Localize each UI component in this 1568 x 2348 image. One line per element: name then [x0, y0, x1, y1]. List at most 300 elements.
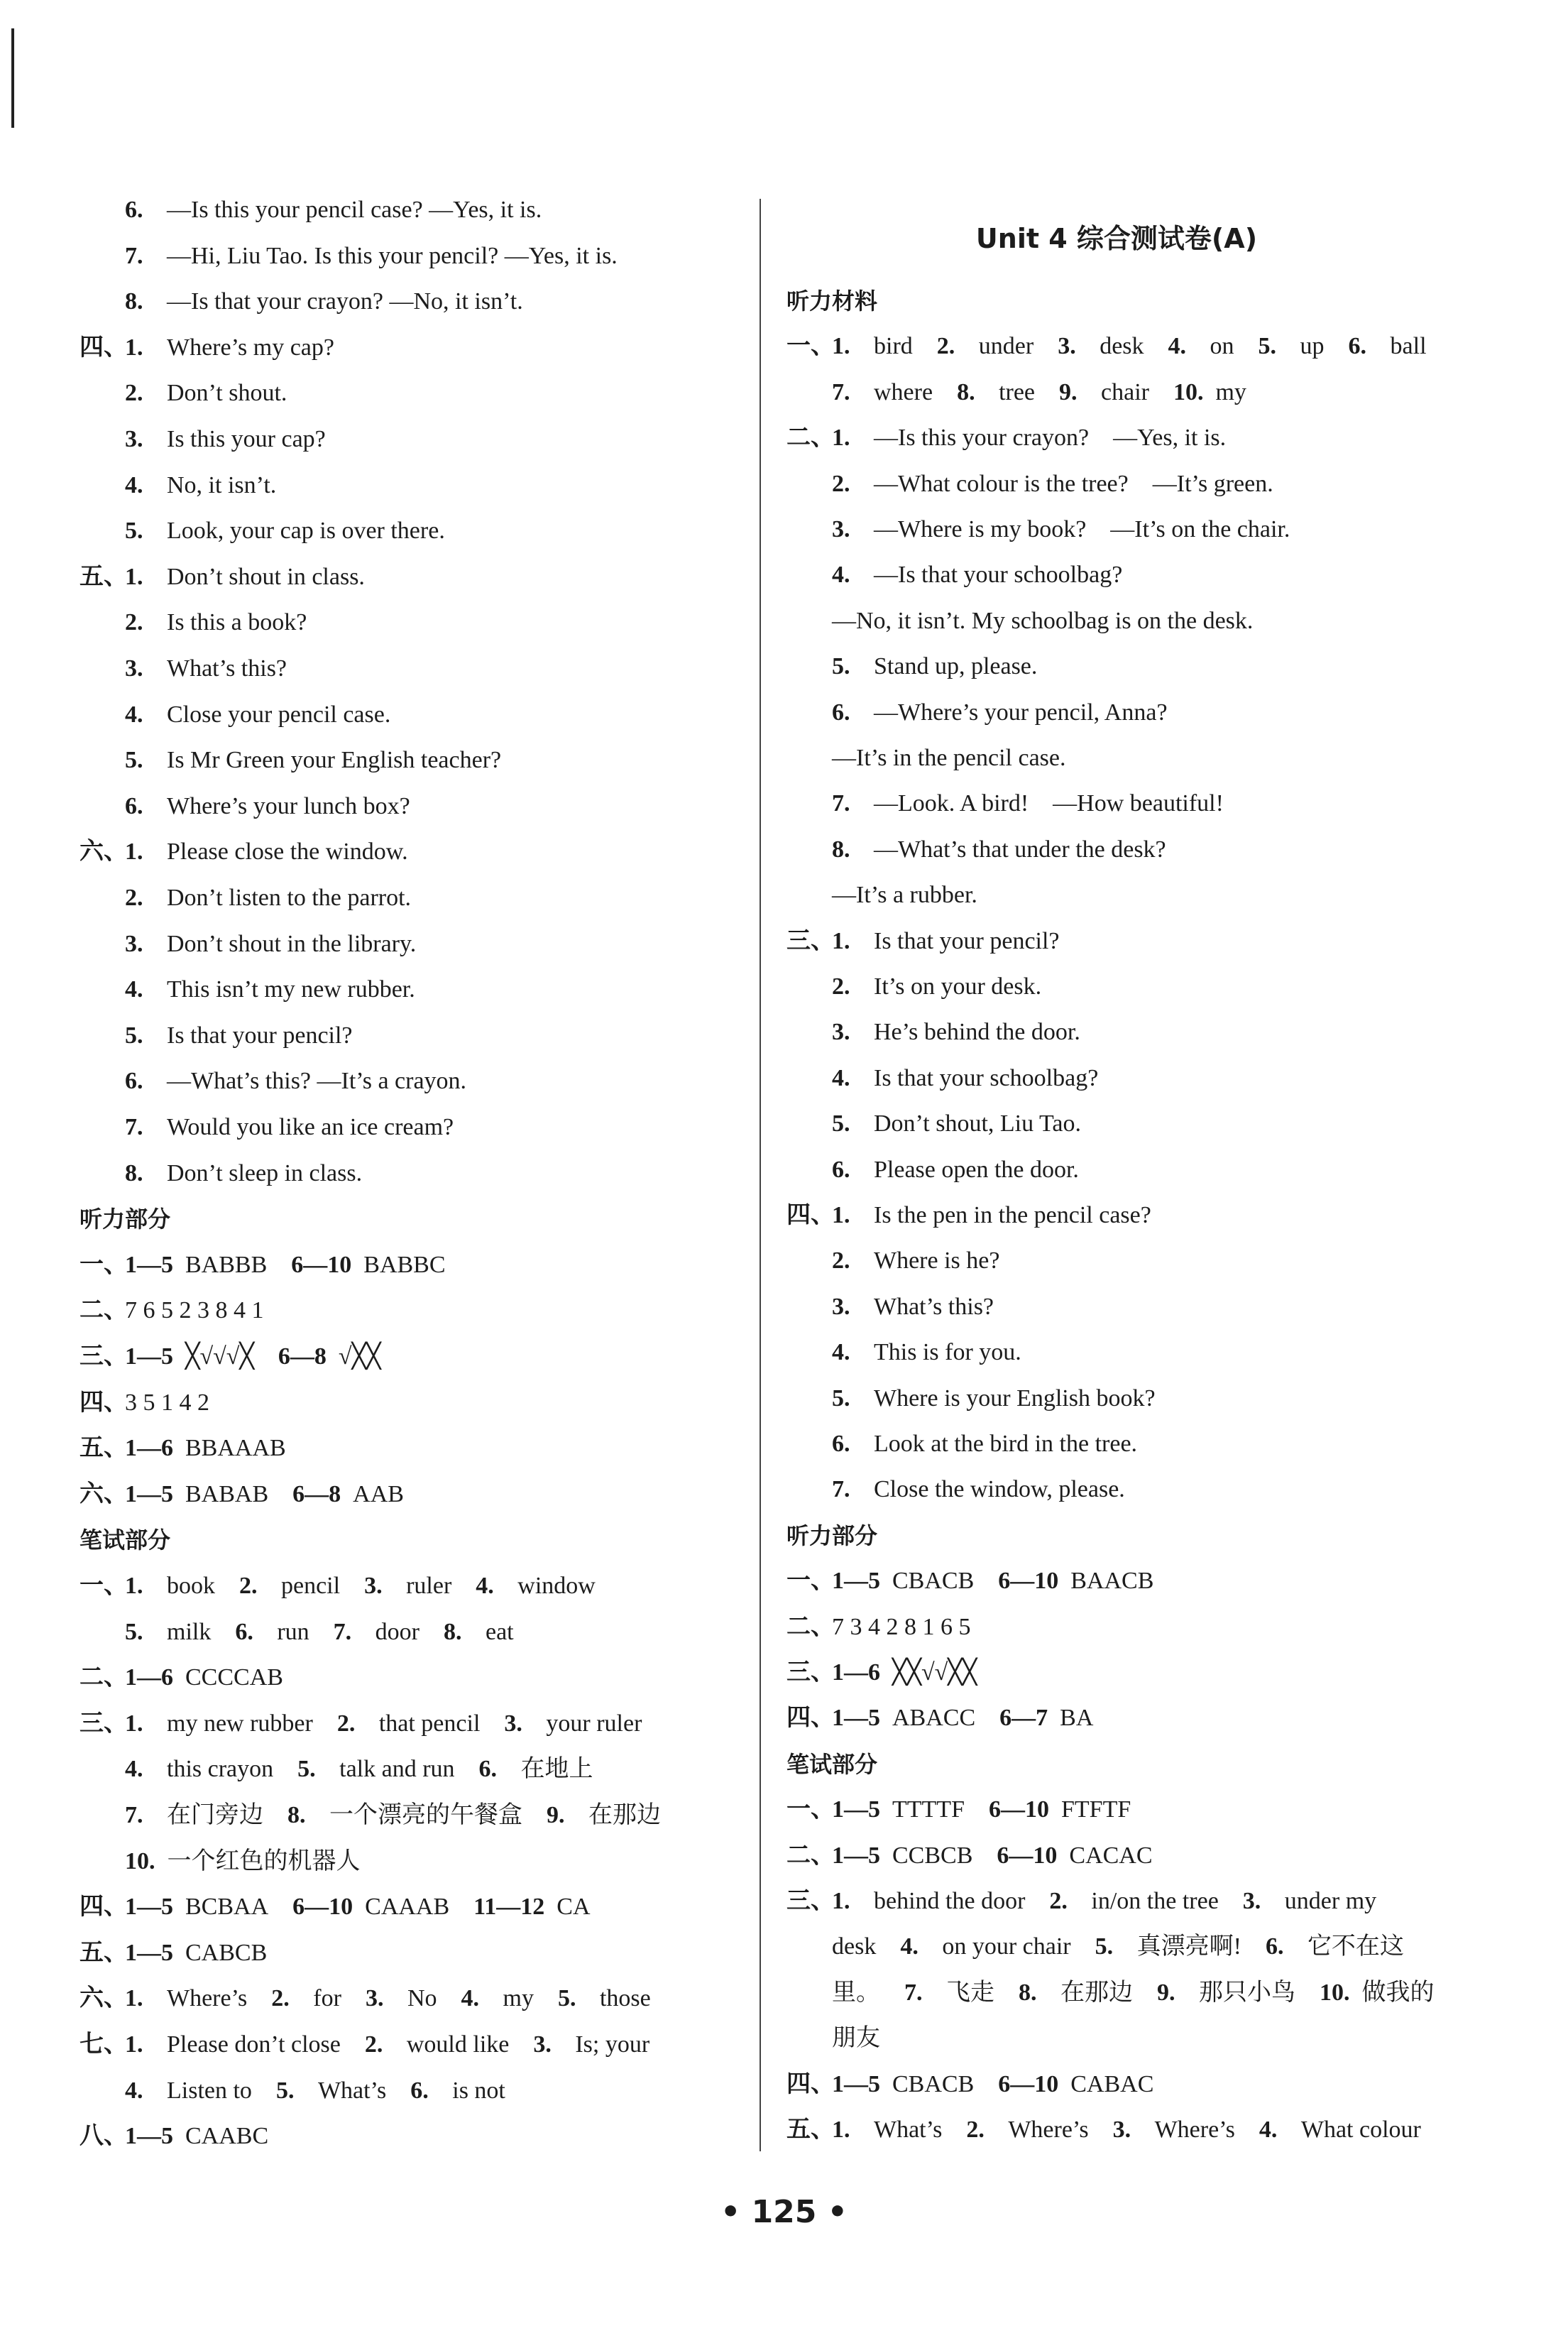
answer-line	[80, 195, 542, 226]
answer-line	[80, 1754, 593, 1785]
item-number: 6.	[478, 1756, 498, 1783]
answer-text: window	[517, 1573, 596, 1599]
answer-line	[80, 1617, 514, 1648]
answer-line	[80, 1020, 353, 1052]
section-label: 四、	[786, 1202, 835, 1228]
answer-text: What’s this?	[167, 655, 287, 682]
answer-line	[80, 791, 410, 822]
answer-line	[80, 515, 445, 547]
answer-line	[786, 514, 1290, 545]
answer-text: door	[375, 1618, 420, 1645]
answer-text: this crayon	[167, 1756, 274, 1783]
answer-text: Close the window, please.	[874, 1476, 1125, 1503]
answer-text: No, it isn’t.	[167, 471, 277, 498]
item-number: 1.	[125, 839, 143, 866]
answer-line	[80, 241, 618, 272]
answer-text: would like	[406, 2031, 510, 2058]
item-number: 2.	[832, 973, 850, 1000]
section-label: 五、	[80, 1435, 128, 1462]
answer-line	[786, 834, 1166, 866]
answer-line	[786, 971, 1041, 1003]
answer-text: BABAB	[185, 1480, 269, 1507]
answer-line	[786, 559, 1122, 591]
section-label: 五、	[80, 563, 128, 590]
item-number: 4.	[832, 1064, 850, 1091]
item-number: 1.	[125, 334, 143, 361]
answer-line	[80, 1662, 283, 1693]
item-number: 3.	[365, 1985, 384, 2012]
item-number: 1.	[832, 927, 850, 954]
item-number: 4.	[1168, 333, 1187, 360]
item-number: 6—10	[997, 1842, 1058, 1869]
answer-line	[80, 699, 390, 731]
answer-text: that pencil	[378, 1710, 481, 1737]
answer-text: Is this a book?	[167, 609, 307, 636]
item-number: 9.	[1059, 378, 1078, 405]
answer-line	[80, 1479, 404, 1510]
item-number: 10.	[1320, 1979, 1350, 2006]
answer-line	[80, 2121, 268, 2152]
item-number: 4.	[1259, 2117, 1278, 2143]
answer-text: 3 5 1 4 2	[125, 1389, 209, 1416]
item-number: 1.	[125, 2031, 143, 2058]
answer-line	[80, 1112, 454, 1143]
answer-text: Don’t shout in class.	[167, 563, 365, 590]
answer-text: TTTTF	[892, 1796, 965, 1823]
item-number: 5.	[297, 1756, 316, 1783]
answer-line	[786, 1245, 999, 1277]
answer-text: Is that your pencil?	[874, 927, 1060, 954]
item-number: 8.	[287, 1802, 306, 1828]
answer-line	[80, 1295, 264, 1326]
answer-text: 7 3 4 2 8 1 6 5	[832, 1613, 971, 1640]
answer-text: Look at the bird in the tree.	[874, 1431, 1138, 1457]
item-number: 6.	[1348, 333, 1367, 360]
answer-text: —What colour is the tree? —It’s green.	[874, 470, 1273, 497]
item-number: 3.	[125, 426, 143, 452]
answer-text: This is for you.	[874, 1339, 1021, 1366]
answer-line	[786, 1063, 1098, 1094]
answer-text: 飞走	[946, 1979, 994, 2006]
answer-text: my	[503, 1985, 534, 2012]
section-heading	[786, 1749, 877, 1780]
item-number: 3.	[832, 1293, 850, 1320]
answer-text: This isn’t my new rubber.	[167, 976, 415, 1003]
section-label: 一、	[786, 1796, 835, 1823]
answer-line	[80, 470, 276, 501]
answer-line	[80, 1846, 361, 1877]
answer-line	[80, 1341, 381, 1372]
item-number: 1.	[125, 1710, 143, 1737]
item-number: 10.	[125, 1847, 155, 1874]
answer-text: Would you like an ice cream?	[167, 1114, 454, 1140]
answer-line	[786, 469, 1273, 500]
answer-text: 一个红色的机器人	[167, 1847, 361, 1874]
answer-text: CA	[557, 1894, 591, 1921]
answer-line	[786, 1612, 971, 1643]
section-label: 三、	[80, 1710, 128, 1737]
answer-text: 在那边	[588, 1802, 661, 1828]
item-number: 4.	[125, 1756, 143, 1783]
answer-text: 那只小鸟	[1199, 1979, 1295, 2006]
section-heading-text: 笔试部分	[786, 1750, 878, 1778]
answer-line	[80, 1387, 209, 1419]
item-number: 3.	[364, 1573, 383, 1599]
answer-line	[786, 1154, 1079, 1186]
section-label: 六、	[80, 839, 128, 866]
answer-line	[786, 2069, 1153, 2100]
section-label: 三、	[786, 1659, 835, 1686]
item-number: 6—10	[998, 1568, 1059, 1595]
item-number: 2.	[125, 885, 143, 911]
answer-line	[80, 1158, 362, 1189]
answer-line	[786, 926, 1060, 957]
answer-text: —What’s this? —It’s a crayon.	[167, 1068, 467, 1095]
section-heading-text: 听力材料	[786, 288, 878, 315]
item-number: 6.	[832, 1431, 850, 1457]
answer-line	[786, 788, 1224, 819]
item-number: 8.	[444, 1618, 462, 1645]
section-label: 二、	[786, 1842, 835, 1869]
item-number: 3.	[533, 2031, 552, 2058]
answer-text: CAAAB	[365, 1894, 450, 1921]
answer-text: 在地上	[520, 1756, 593, 1783]
answer-text: Where’s	[167, 1985, 248, 2012]
answer-text: CABCB	[185, 1939, 268, 1966]
item-number: 1—5	[832, 1705, 880, 1732]
item-number: 9.	[547, 1802, 565, 1828]
section-label: 四、	[786, 2070, 835, 2097]
item-number: 2.	[336, 1710, 356, 1737]
answer-text: chair	[1101, 378, 1149, 405]
answer-text: where	[874, 378, 933, 405]
answer-line	[80, 2029, 649, 2060]
item-number: 6.	[125, 792, 143, 819]
answer-line	[80, 2075, 505, 2107]
answer-text: —Is that your crayon? —No, it isn’t.	[167, 288, 523, 315]
answer-text: Please close the window.	[167, 839, 408, 866]
answer-text: Don’t shout in the library.	[167, 930, 417, 957]
answer-text: —It’s a rubber.	[832, 882, 977, 909]
answer-line	[786, 2023, 880, 2054]
answer-line	[786, 1337, 1021, 1368]
item-number: 6—10	[291, 1251, 352, 1278]
section-label: 三、	[786, 927, 835, 954]
item-number: 1.	[832, 425, 850, 452]
answer-text: He’s behind the door.	[874, 1019, 1080, 1046]
item-number: 6.	[832, 1156, 850, 1183]
answer-text: BABBB	[185, 1251, 268, 1278]
item-number: 3.	[832, 1019, 850, 1046]
section-label: 二、	[786, 425, 835, 452]
answer-text: under	[978, 333, 1034, 360]
answer-line	[786, 697, 1168, 728]
answer-text: Close your pencil case.	[167, 701, 391, 728]
answer-text: Where is he?	[874, 1247, 1000, 1274]
answer-line	[80, 883, 411, 914]
item-number: 7.	[125, 1802, 143, 1828]
section-label: 一、	[786, 1568, 835, 1595]
answer-text: on	[1210, 333, 1234, 360]
item-number: 7.	[832, 790, 850, 817]
answer-text: FTFTF	[1060, 1796, 1131, 1823]
answer-text: desk	[832, 1933, 877, 1960]
answer-text: CAABC	[185, 2123, 269, 2150]
item-number: 2.	[125, 609, 143, 636]
item-number: 6—8	[278, 1343, 327, 1370]
item-number: 7.	[333, 1618, 352, 1645]
answer-text: your ruler	[546, 1710, 642, 1737]
item-number: 7.	[904, 1979, 923, 2006]
item-number: 2.	[832, 1247, 850, 1274]
answer-line	[786, 331, 1427, 362]
answer-line	[786, 1657, 977, 1688]
section-label: 五、	[786, 2117, 835, 2143]
item-number: 8.	[957, 378, 975, 405]
answer-line	[786, 1474, 1125, 1505]
item-number: 11—12	[473, 1894, 545, 1921]
answer-text: in/on the tree	[1091, 1888, 1219, 1914]
answer-text: tree	[999, 378, 1036, 405]
section-label: 一、	[80, 1251, 128, 1278]
section-label: 五、	[80, 1939, 128, 1966]
item-number: 5.	[1095, 1933, 1114, 1960]
answer-line	[786, 1703, 1093, 1734]
answer-text: Stand up, please.	[874, 653, 1038, 680]
item-number: 1.	[832, 2117, 850, 2143]
answer-text: 在那边	[1060, 1979, 1133, 2006]
page-number: • 125 •	[720, 2194, 848, 2230]
answer-line	[786, 1292, 994, 1323]
answer-line	[786, 1840, 1153, 1872]
answer-line	[786, 880, 977, 911]
answer-text: —No, it isn’t. My schoolbag is on the desk.	[832, 607, 1254, 634]
answer-text: Where’s my cap?	[167, 334, 334, 361]
item-number: 3.	[1058, 333, 1076, 360]
answer-text: Don’t shout, Liu Tao.	[874, 1110, 1081, 1137]
answer-text: Is that your schoolbag?	[874, 1064, 1099, 1091]
item-number: 4.	[832, 562, 850, 589]
answer-text: Is the pen in the pencil case?	[874, 1202, 1151, 1228]
answer-line	[80, 562, 365, 593]
answer-line	[786, 1977, 1435, 2009]
section-label: 三、	[786, 1888, 835, 1914]
item-number: 1—5	[125, 1894, 173, 1921]
answer-line	[80, 974, 415, 1005]
item-number: 7.	[832, 378, 850, 405]
answer-line	[786, 1429, 1137, 1460]
answer-text: 它不在这	[1307, 1933, 1404, 1960]
answer-text: BABBC	[363, 1251, 446, 1278]
answer-text: is not	[452, 2077, 505, 2104]
item-number: 6.	[235, 1618, 253, 1645]
answer-text: Is; your	[575, 2031, 650, 2058]
item-number: 8.	[125, 1159, 143, 1186]
item-number: 8.	[125, 288, 143, 315]
item-number: 6.	[1265, 1933, 1284, 1960]
answer-text: run	[277, 1618, 309, 1645]
answer-line	[786, 1886, 1376, 1917]
answer-line	[80, 1938, 267, 1969]
answer-text: for	[313, 1985, 341, 2012]
item-number: 6—10	[988, 1796, 1049, 1823]
answer-text: 真漂亮啊!	[1136, 1933, 1241, 1960]
answer-line	[80, 378, 287, 409]
item-number: 4.	[476, 1573, 494, 1599]
answer-line	[786, 1017, 1080, 1048]
section-label: 二、	[80, 1664, 128, 1691]
section-label: 一、	[786, 333, 835, 360]
answer-line	[80, 1891, 591, 1923]
answer-text: Listen to	[167, 2077, 252, 2104]
item-number: 8.	[832, 836, 850, 863]
section-heading	[786, 1520, 877, 1551]
item-number: 2.	[239, 1573, 258, 1599]
section-label: 六、	[80, 1985, 128, 2012]
answer-text: Don’t listen to the parrot.	[167, 885, 412, 911]
item-number: 5.	[832, 653, 850, 680]
item-number: 6.	[125, 1068, 143, 1095]
section-label: 六、	[80, 1480, 128, 1507]
item-number: 6.	[125, 197, 143, 223]
answer-text: No	[407, 1985, 437, 2012]
answer-text: —Where’s your pencil, Anna?	[874, 699, 1168, 726]
item-number: 2.	[936, 333, 955, 360]
answer-text: What colour	[1300, 2117, 1421, 2143]
item-number: 1.	[125, 563, 143, 590]
answer-text: BA	[1060, 1705, 1094, 1732]
answer-text: CACAC	[1069, 1842, 1153, 1869]
item-number: 2.	[364, 2031, 383, 2058]
answer-line	[80, 607, 307, 638]
item-number: 3.	[832, 516, 850, 542]
answer-line	[80, 332, 334, 364]
answer-text: 在门旁边	[167, 1802, 263, 1828]
item-number: 9.	[1157, 1979, 1175, 2006]
answer-text: CCBCB	[892, 1842, 973, 1869]
item-number: 1—5	[125, 2123, 173, 2150]
section-heading-text: 听力部分	[786, 1522, 878, 1549]
item-number: 1—6	[832, 1659, 880, 1686]
answer-text: BBAAAB	[185, 1435, 286, 1462]
answer-line	[80, 1571, 596, 1602]
item-number: 5.	[832, 1385, 850, 1411]
answer-text: on your chair	[942, 1933, 1071, 1960]
item-number: 5.	[275, 2077, 295, 2104]
answer-text: What’s this?	[874, 1293, 994, 1320]
answer-text: eat	[486, 1618, 514, 1645]
item-number: 1—5	[832, 1842, 880, 1869]
page-edge-mark	[11, 28, 14, 128]
item-number: 2.	[271, 1985, 290, 2012]
item-number: 10.	[1173, 378, 1204, 405]
answer-line	[786, 1931, 1404, 1962]
answer-text: CABAC	[1070, 2070, 1154, 2097]
item-number: 4.	[461, 1985, 479, 2012]
answer-text: ╳╳√√╳╳	[892, 1659, 977, 1686]
answer-text: —Hi, Liu Tao. Is this your pencil? —Yes, it is.	[167, 242, 618, 269]
answer-text: desk	[1100, 333, 1144, 360]
answer-text: 朋友	[832, 2025, 880, 2052]
answer-text: Don’t shout.	[167, 380, 287, 407]
item-number: 3.	[1242, 1888, 1261, 1914]
item-number: 1—6	[125, 1435, 173, 1462]
item-number: 1—6	[125, 1664, 173, 1691]
answer-line	[80, 424, 326, 455]
item-number: 1.	[125, 1985, 143, 2012]
answer-text: Where is your English book?	[874, 1385, 1156, 1411]
section-label: 二、	[786, 1613, 835, 1640]
item-number: 5.	[125, 1022, 143, 1049]
answer-text: 7 6 5 2 3 8 4 1	[125, 1297, 264, 1324]
answer-text: √╳╳	[338, 1343, 381, 1370]
answer-line	[80, 286, 523, 317]
section-label: 七、	[80, 2031, 128, 2058]
item-number: 7.	[125, 242, 143, 269]
answer-line	[80, 653, 287, 684]
answer-text: CCCCAB	[185, 1664, 283, 1691]
item-number: 3.	[504, 1710, 522, 1737]
item-number: 5.	[557, 1985, 576, 2012]
item-number: 2.	[832, 470, 850, 497]
answer-text: Is that your pencil?	[167, 1022, 353, 1049]
item-number: 1—5	[832, 1796, 880, 1823]
section-label: 一、	[80, 1573, 128, 1599]
answer-line	[786, 1108, 1081, 1140]
answer-line	[786, 1794, 1131, 1825]
section-label: 四、	[80, 1389, 128, 1416]
item-number: 1.	[832, 333, 850, 360]
answer-text: —What’s that under the desk?	[874, 836, 1166, 863]
item-number: 4.	[125, 2077, 143, 2104]
answer-line	[80, 745, 501, 776]
answer-text: ABACC	[892, 1705, 976, 1732]
answer-line	[80, 929, 416, 960]
answer-text: 里。	[832, 1979, 880, 2006]
unit-title: Unit 4 综合测试卷(A)	[975, 223, 1258, 254]
answer-text: It’s on your desk.	[874, 973, 1042, 1000]
answer-text: Look, your cap is over there.	[167, 518, 445, 545]
answer-line	[80, 1800, 661, 1831]
answer-text: What’s	[874, 2117, 943, 2143]
section-label: 三、	[80, 1343, 128, 1370]
answer-text: 一个漂亮的午餐盒	[329, 1802, 522, 1828]
item-number: 2.	[966, 2117, 985, 2143]
answer-text: —Where is my book? —It’s on the chair.	[874, 516, 1290, 542]
item-number: 2.	[1049, 1888, 1068, 1914]
answer-text: —It’s in the pencil case.	[832, 745, 1066, 771]
item-number: 1—5	[125, 1480, 173, 1507]
answer-text: ╳√√√╳	[185, 1343, 254, 1370]
section-label: 四、	[786, 1705, 835, 1732]
item-number: 7.	[125, 1114, 143, 1140]
answer-text: up	[1300, 333, 1325, 360]
item-number: 6.	[832, 699, 850, 726]
answer-line	[80, 1983, 651, 2014]
answer-text: BAACB	[1070, 1568, 1154, 1595]
answer-line	[786, 422, 1226, 454]
answer-text: ruler	[406, 1573, 452, 1599]
answer-line	[80, 1708, 642, 1740]
item-number: 1.	[125, 1573, 143, 1599]
answer-line	[786, 743, 1066, 774]
answer-text: CBACB	[892, 1568, 975, 1595]
section-heading-text: 听力部分	[80, 1206, 171, 1233]
answer-text: Where’s	[1154, 2117, 1235, 2143]
answer-text: my new rubber	[167, 1710, 313, 1737]
item-number: 5.	[832, 1110, 850, 1137]
column-divider	[760, 199, 761, 2151]
